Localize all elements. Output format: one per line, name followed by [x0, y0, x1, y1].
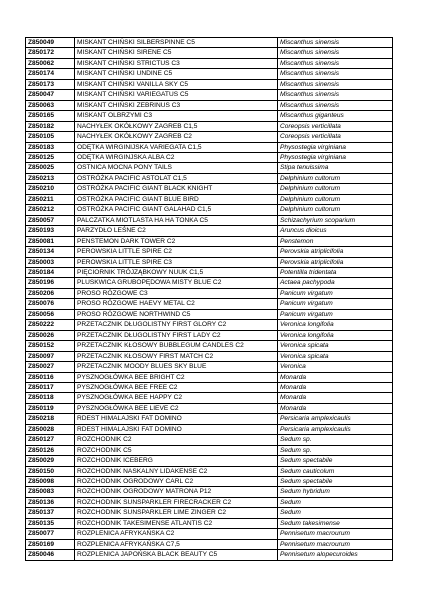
latin-name-cell: Veronica longifolia: [278, 330, 393, 340]
table-row: [26, 215, 393, 225]
name-cell: ROZPLENICA AFRYKAŃSKA C7,5: [75, 539, 278, 549]
latin-name-cell: Persicaria amplexicaulis: [278, 414, 393, 424]
code-cell: Z850172: [26, 48, 75, 58]
latin-name-cell: Panicum virgatum: [278, 309, 393, 319]
latin-name-cell: Pennisetum macrourum: [278, 529, 393, 539]
code-cell: Z850210: [26, 184, 75, 194]
code-cell: Z850057: [26, 215, 75, 225]
table-row: [26, 69, 393, 79]
name-cell: RDEST HIMALAJSKI FAT DOMINO: [75, 424, 278, 434]
latin-name-cell: Miscanthus sinensis: [278, 79, 393, 89]
name-cell: MISKANT CHIŃSKI SILBERSPINNE C5: [75, 38, 278, 48]
latin-name-cell: Veronica: [278, 362, 393, 372]
latin-name-cell: Veronica spicata: [278, 351, 393, 361]
code-cell: Z850062: [26, 58, 75, 68]
name-cell: ROZPLENICA JAPOŃSKA BLACK BEAUTY C5: [75, 550, 278, 560]
name-cell: ROZCHODNIK C5: [75, 445, 278, 455]
table-body: [26, 38, 393, 561]
table-row: [26, 487, 393, 497]
table-row: [26, 477, 393, 487]
name-cell: MISKANT CHIŃSKI SIRENE C5: [75, 48, 278, 58]
table-row: [26, 142, 393, 152]
name-cell: PYSZNOGŁÓWKA BEE BRIGHT C2: [75, 372, 278, 382]
name-cell: NACHYŁEK OKÓŁKOWY ZAGREB C2: [75, 132, 278, 142]
latin-name-cell: Miscanthus sinensis: [278, 48, 393, 58]
table-row: [26, 184, 393, 194]
code-cell: Z850211: [26, 194, 75, 204]
code-cell: Z850165: [26, 111, 75, 121]
name-cell: MISKANT CHIŃSKI VANILLA SKY C5: [75, 79, 278, 89]
code-cell: Z850184: [26, 267, 75, 277]
code-cell: Z850026: [26, 330, 75, 340]
latin-name-cell: Delphinium cultorum: [278, 184, 393, 194]
latin-name-cell: Miscanthus sinensis: [278, 100, 393, 110]
code-cell: Z850182: [26, 121, 75, 131]
code-cell: Z850117: [26, 382, 75, 392]
name-cell: PRZETACZNIK DŁUGOLISTNY FIRST GLORY C2: [75, 320, 278, 330]
table-row: [26, 518, 393, 528]
latin-name-cell: Veronica spicata: [278, 341, 393, 351]
latin-name-cell: Delphinium cultorum: [278, 173, 393, 183]
code-cell: Z850119: [26, 403, 75, 413]
code-cell: Z850212: [26, 205, 75, 215]
code-cell: Z850125: [26, 152, 75, 162]
name-cell: PENSTEMON DARK TOWER C2: [75, 236, 278, 246]
latin-name-cell: Schizachyrium scoparium: [278, 215, 393, 225]
latin-name-cell: Physostegia virginiana: [278, 142, 393, 152]
table-row: [26, 90, 393, 100]
code-cell: Z850135: [26, 518, 75, 528]
latin-name-cell: Miscanthus sinensis: [278, 38, 393, 48]
code-cell: Z850046: [26, 550, 75, 560]
table-row: [26, 173, 393, 183]
table-row: [26, 152, 393, 162]
table-row: [26, 466, 393, 476]
latin-name-cell: Delphinium cultorum: [278, 205, 393, 215]
code-cell: Z850118: [26, 393, 75, 403]
table-row: [26, 38, 393, 48]
code-cell: Z850173: [26, 79, 75, 89]
name-cell: OSTRÓŻKA PACIFIC GIANT GALAHAD C1,5: [75, 205, 278, 215]
name-cell: ROZPLENICA AFRYKAŃSKA C2: [75, 529, 278, 539]
table-row: [26, 236, 393, 246]
code-cell: Z850083: [26, 487, 75, 497]
table-row: [26, 393, 393, 403]
name-cell: OSTRÓŻKA PACIFIC ASTOLAT C1,5: [75, 173, 278, 183]
code-cell: Z850136: [26, 497, 75, 507]
latin-name-cell: Pennisetum alopecuroides: [278, 550, 393, 560]
latin-name-cell: Sedum spectabile: [278, 456, 393, 466]
latin-name-cell: Coreopsis verticillata: [278, 132, 393, 142]
name-cell: PIĘCIORNIK TRÓJZĄBKOWY NUUK C1,5: [75, 267, 278, 277]
name-cell: PRZETACZNIK KŁOSOWY FIRST MATCH C2: [75, 351, 278, 361]
name-cell: PYSZNOGŁÓWKA BEE LIEVE C2: [75, 403, 278, 413]
name-cell: MISKANT OLBRZYMI C3: [75, 111, 278, 121]
table-row: [26, 309, 393, 319]
name-cell: PROSO RÓZGOWE NORTHWIND C5: [75, 309, 278, 319]
code-cell: Z850105: [26, 132, 75, 142]
table-row: [26, 550, 393, 560]
code-cell: Z850003: [26, 257, 75, 267]
latin-name-cell: Sedum cauticolum: [278, 466, 393, 476]
code-cell: Z850047: [26, 90, 75, 100]
name-cell: OSTRÓŻKA PACIFIC GIANT BLACK KNIGHT: [75, 184, 278, 194]
name-cell: PRZETACZNIK MOODY BLUES SKY BLUE: [75, 362, 278, 372]
code-cell: Z850152: [26, 341, 75, 351]
table-row: [26, 497, 393, 507]
latin-name-cell: Sedum hybridum: [278, 487, 393, 497]
table-row: [26, 382, 393, 392]
latin-name-cell: Monarda: [278, 393, 393, 403]
table-row: [26, 163, 393, 173]
latin-name-cell: Sedum spectabile: [278, 477, 393, 487]
name-cell: PRZETACZNIK DŁUGOLISTNY FIRST LADY C2: [75, 330, 278, 340]
name-cell: ROZCHODNIK SUNSPARKLER FIRECRACKER C2: [75, 497, 278, 507]
name-cell: ODĘTKA WIRGINIJSKA VARIEGATA C1,5: [75, 142, 278, 152]
table-row: [26, 226, 393, 236]
code-cell: Z850098: [26, 477, 75, 487]
code-cell: Z850063: [26, 100, 75, 110]
latin-name-cell: Miscanthus giganteus: [278, 111, 393, 121]
table-row: [26, 351, 393, 361]
latin-name-cell: Miscanthus sinensis: [278, 58, 393, 68]
code-cell: Z850134: [26, 247, 75, 257]
table-row: [26, 288, 393, 298]
table-row: [26, 508, 393, 518]
name-cell: MISKANT CHIŃSKI VARIEGATUS C5: [75, 90, 278, 100]
latin-name-cell: Stipa tenuissima: [278, 163, 393, 173]
name-cell: ROZCHODNIK OGRODOWY CARL C2: [75, 477, 278, 487]
table-row: [26, 257, 393, 267]
table-row: [26, 132, 393, 142]
latin-name-cell: Monarda: [278, 372, 393, 382]
table-row: [26, 372, 393, 382]
name-cell: PYSZNOGŁÓWKA BEE HAPPY C2: [75, 393, 278, 403]
latin-name-cell: Monarda: [278, 382, 393, 392]
latin-name-cell: Miscanthus sinensis: [278, 90, 393, 100]
name-cell: NACHYŁEK OKÓŁKOWY ZAGREB C1,5: [75, 121, 278, 131]
code-cell: Z850222: [26, 320, 75, 330]
latin-name-cell: Sedum sp.: [278, 445, 393, 455]
latin-name-cell: Sedum sp.: [278, 435, 393, 445]
latin-name-cell: Panicum virgatum: [278, 299, 393, 309]
table-row: [26, 539, 393, 549]
code-cell: Z850025: [26, 163, 75, 173]
latin-name-cell: Sedum: [278, 508, 393, 518]
table-row: [26, 403, 393, 413]
name-cell: MISKANT CHIŃSKI STRICTUS C3: [75, 58, 278, 68]
table-row: [26, 362, 393, 372]
code-cell: Z850196: [26, 278, 75, 288]
code-cell: Z850028: [26, 424, 75, 434]
latin-name-cell: Sedum: [278, 497, 393, 507]
table-row: [26, 341, 393, 351]
table-row: [26, 456, 393, 466]
table-row: [26, 435, 393, 445]
latin-name-cell: Delphinium cultorum: [278, 194, 393, 204]
name-cell: PROSO RÓZGOWE HAEVY METAL C2: [75, 299, 278, 309]
code-cell: Z850218: [26, 414, 75, 424]
table-row: [26, 445, 393, 455]
latin-name-cell: Physostegia virginiana: [278, 152, 393, 162]
code-cell: Z850169: [26, 539, 75, 549]
table-row: [26, 79, 393, 89]
table-row: [26, 48, 393, 58]
latin-name-cell: Veronica longifolia: [278, 320, 393, 330]
name-cell: ROZCHODNIK TAKESIMENSE ATLANTIS C2: [75, 518, 278, 528]
code-cell: Z850126: [26, 445, 75, 455]
table-row: [26, 278, 393, 288]
name-cell: PEROWSKIA LITTLE SPIRE C3: [75, 257, 278, 267]
table-row: [26, 58, 393, 68]
table-row: [26, 121, 393, 131]
name-cell: RDEST HIMALAJSKI FAT DOMINO: [75, 414, 278, 424]
name-cell: OSTNICA MOCNA PONY TAILS: [75, 163, 278, 173]
latin-name-cell: Penstemon: [278, 236, 393, 246]
latin-name-cell: Miscanthus sinensis: [278, 69, 393, 79]
name-cell: ROZCHODNIK NASKALNY LIDAKENSE C2: [75, 466, 278, 476]
table-row: [26, 100, 393, 110]
name-cell: PLUSKWICA GRUBOPĘDOWA MISTY BLUE C2: [75, 278, 278, 288]
table-row: [26, 247, 393, 257]
name-cell: ROZCHODNIK ICEBERG: [75, 456, 278, 466]
latin-name-cell: Aruncus dioicus: [278, 226, 393, 236]
code-cell: Z850049: [26, 38, 75, 48]
table-row: [26, 414, 393, 424]
code-cell: Z850213: [26, 173, 75, 183]
latin-name-cell: Sedum takesimense: [278, 518, 393, 528]
code-cell: Z850174: [26, 69, 75, 79]
code-cell: Z850127: [26, 435, 75, 445]
table-row: [26, 194, 393, 204]
latin-name-cell: Persicaria amplexicaulis: [278, 424, 393, 434]
latin-name-cell: Perovskia atriplicifolia: [278, 257, 393, 267]
name-cell: PALCZATKA MIOTLASTA HA HA TONKA C5: [75, 215, 278, 225]
code-cell: Z850097: [26, 351, 75, 361]
name-cell: PRZETACZNIK KŁOSOWY BUBBLEGUM CANDLES C2: [75, 341, 278, 351]
name-cell: ODĘTKA WIRGINJSKA ALBA C2: [75, 152, 278, 162]
table-row: [26, 267, 393, 277]
latin-name-cell: Actaea pachypoda: [278, 278, 393, 288]
name-cell: MISKANT CHIŃSKI ZEBRINUS C3: [75, 100, 278, 110]
latin-name-cell: Monarda: [278, 403, 393, 413]
latin-name-cell: Potentilla tridentata: [278, 267, 393, 277]
table-row: [26, 299, 393, 309]
code-cell: Z850183: [26, 142, 75, 152]
table-row: [26, 424, 393, 434]
name-cell: MISKANT CHIŃSKI UNDINE C5: [75, 69, 278, 79]
name-cell: PYSZNOGŁÓWKA BEE FREE C2: [75, 382, 278, 392]
code-cell: Z850193: [26, 226, 75, 236]
code-cell: Z850076: [26, 299, 75, 309]
name-cell: PROSO RÓZGOWE C3: [75, 288, 278, 298]
latin-name-cell: Pennisetum macrourum: [278, 539, 393, 549]
table-row: [26, 205, 393, 215]
name-cell: ROZCHODNIK C2: [75, 435, 278, 445]
name-cell: ROZCHODNIK OGRODOWY MATRONA P12: [75, 487, 278, 497]
code-cell: Z850081: [26, 236, 75, 246]
latin-name-cell: Perovskia atriplicifolia: [278, 247, 393, 257]
code-cell: Z850137: [26, 508, 75, 518]
latin-name-cell: Coreopsis verticillata: [278, 121, 393, 131]
code-cell: Z850056: [26, 309, 75, 319]
plant-price-list-table: [25, 37, 393, 561]
code-cell: Z850029: [26, 456, 75, 466]
table-row: [26, 111, 393, 121]
code-cell: Z850206: [26, 288, 75, 298]
table-row: [26, 320, 393, 330]
code-cell: Z850077: [26, 529, 75, 539]
name-cell: PEROWSKIA LITTLE SPIRE C2: [75, 247, 278, 257]
name-cell: PARZYDŁO LEŚNE C2: [75, 226, 278, 236]
name-cell: ROZCHODNIK SUNSPARKLER LIME ZINGER C2: [75, 508, 278, 518]
table-row: [26, 529, 393, 539]
table-row: [26, 330, 393, 340]
code-cell: Z850150: [26, 466, 75, 476]
code-cell: Z850027: [26, 362, 75, 372]
code-cell: Z850116: [26, 372, 75, 382]
latin-name-cell: Panicum virgatum: [278, 288, 393, 298]
name-cell: OSTRÓŻKA PACIFIC GIANT BLUE BIRD: [75, 194, 278, 204]
